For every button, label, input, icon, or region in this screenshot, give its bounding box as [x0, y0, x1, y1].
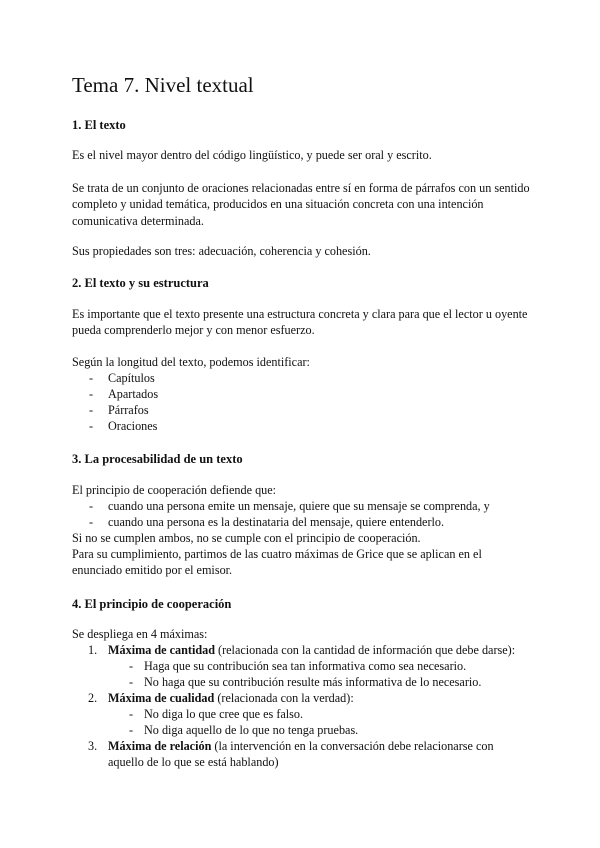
- section-2-paragraph-1: Es importante que el texto presente una estructura concreta y clara para que el lector u oyente pueda comprenderlo mejor y con menor esfuerzo.: [72, 307, 528, 338]
- maxim-name: Máxima de cualidad: [108, 691, 215, 705]
- section-4-heading: 4. El principio de cooperación: [72, 597, 232, 611]
- bullet-dash: -: [129, 723, 134, 737]
- bullet-dash: -: [89, 515, 94, 529]
- bullet-dash: -: [89, 403, 94, 417]
- bullet-dash: -: [89, 499, 94, 513]
- bullet-dash: -: [129, 675, 134, 689]
- bullet-dash: -: [129, 707, 134, 721]
- maxim-sub-item: No diga aquello de lo que no tenga pruebas.: [144, 723, 359, 737]
- maxim-sub-item: Haga que su contribución sea tan informativa como sea necesario.: [144, 659, 467, 673]
- list-item: cuando una persona es la destinataria del mensaje, quiere entenderlo.: [108, 515, 445, 529]
- section-2-heading: 2. El texto y su estructura: [72, 276, 209, 290]
- section-4-paragraph-1: Se despliega en 4 máximas:: [72, 627, 208, 641]
- maxim-number: 3.: [88, 739, 98, 753]
- bullet-dash: -: [129, 659, 134, 673]
- maxim-description: (relacionada con la cantidad de información que debe darse):: [214, 643, 516, 657]
- maxim-item: [108, 690, 354, 706]
- maxim-name: Máxima de relación: [108, 739, 212, 753]
- section-1-paragraph-2: Se trata de un conjunto de oraciones relacionadas entre sí en forma de párrafos con un sentido completo y unidad temática, producidos en una situación concreta con una intención comunicativa determinada.: [72, 181, 530, 228]
- maxim-item: [108, 642, 515, 658]
- section-1-heading: 1. El texto: [72, 118, 126, 132]
- bullet-dash: -: [89, 387, 94, 401]
- section-1-paragraph-1: Es el nivel mayor dentro del código lingüístico, y puede ser oral y escrito.: [72, 148, 432, 162]
- list-item: Apartados: [108, 387, 159, 401]
- list-item: cuando una persona emite un mensaje, quiere que su mensaje se comprenda, y: [108, 499, 490, 513]
- maxim-sub-item: No haga que su contribución resulte más informativa de lo necesario.: [144, 675, 482, 689]
- list-item: Capítulos: [108, 371, 155, 385]
- page-title: Tema 7. Nivel textual: [72, 73, 254, 97]
- section-3-paragraph-1: El principio de cooperación defiende que:: [72, 483, 277, 497]
- section-3-paragraph-2: Si no se cumplen ambos, no se cumple con el principio de cooperación.: [72, 531, 421, 545]
- bullet-dash: -: [89, 419, 94, 433]
- bullet-dash: -: [89, 371, 94, 385]
- section-3-paragraph-3: Para su cumplimiento, partimos de las cuatro máximas de Grice que se aplican en el enunciado emitido por el emisor.: [72, 547, 482, 578]
- maxim-number: 1.: [88, 643, 98, 657]
- section-3-heading: 3. La procesabilidad de un texto: [72, 452, 243, 466]
- maxim-item: [108, 738, 500, 770]
- maxim-name: Máxima de cantidad: [108, 643, 215, 657]
- maxim-number: 2.: [88, 691, 98, 705]
- section-1-paragraph-3: Sus propiedades son tres: adecuación, coherencia y cohesión.: [72, 244, 371, 258]
- maxim-description: (relacionada con la verdad):: [214, 691, 354, 705]
- list-item: Párrafos: [108, 403, 149, 417]
- maxim-description: (la intervención en la conversación debe relacionarse con aquello de lo que se está hablando): [108, 739, 494, 769]
- list-item: Oraciones: [108, 419, 158, 433]
- section-2-paragraph-2: Según la longitud del texto, podemos identificar:: [72, 355, 310, 369]
- maxim-sub-item: No diga lo que cree que es falso.: [144, 707, 304, 721]
